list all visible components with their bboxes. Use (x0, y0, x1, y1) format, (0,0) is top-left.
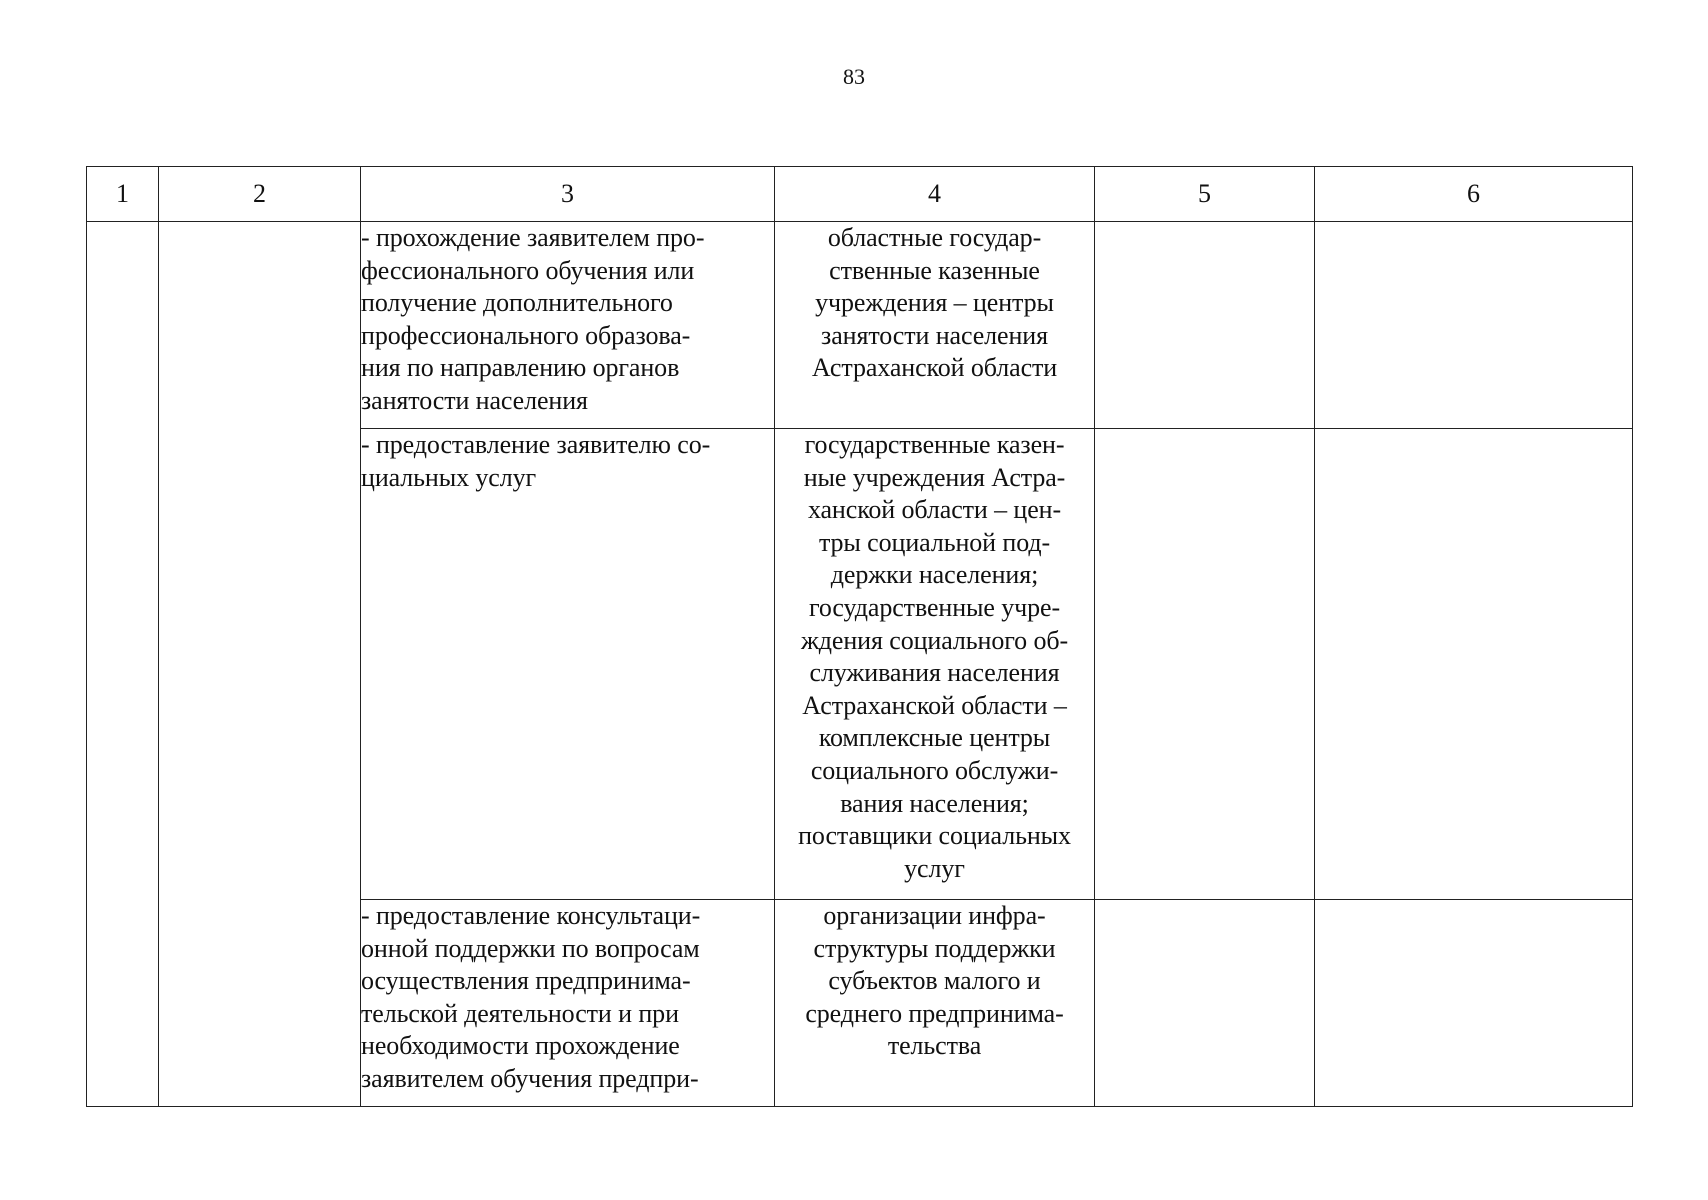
column-6-cell (1315, 222, 1633, 429)
text-line: служивания населения (809, 658, 1060, 688)
text-line: услуг (904, 853, 965, 883)
column-2-cell (159, 222, 361, 1107)
text-line: ханской области – цен- (807, 495, 1062, 525)
text-line: тельства (887, 1031, 982, 1061)
text-line: необходимости прохождение (361, 1031, 680, 1061)
measure-cell (361, 900, 775, 1107)
text-line: держки населения; (830, 560, 1039, 590)
text-line: онной поддержки по вопросам (361, 933, 700, 963)
page-number: 83 (843, 64, 865, 89)
measure-cell (361, 429, 775, 900)
text-line: - предоставление консультаци- (361, 901, 701, 930)
text-line: государственные казен- (804, 430, 1065, 459)
measure-cell (361, 222, 775, 429)
text-line: занятости населения (821, 320, 1048, 350)
text-line: ния по направлению органов (361, 353, 680, 383)
text-line: государственные учре- (808, 592, 1061, 622)
text-line: Астраханской области (811, 353, 1058, 383)
text-line: учреждения – центры (815, 288, 1054, 318)
column-number-1: 1 (87, 167, 159, 222)
column-number-5: 5 (1095, 167, 1315, 222)
column-number-2: 2 (159, 167, 361, 222)
text-line: комплексные центры (818, 723, 1051, 753)
text-line: циальных услуг (361, 462, 537, 492)
text-line: областные государ- (827, 223, 1042, 252)
table-row (87, 222, 1633, 429)
text-line: тельской деятельности и при (361, 998, 679, 1028)
column-5-cell (1095, 429, 1315, 900)
column-number-3: 3 (361, 167, 775, 222)
text-line: осуществления предпринима- (361, 966, 691, 996)
text-line: вания населения; (840, 788, 1029, 818)
text-line: получение дополнительного (361, 288, 673, 318)
text-line: - предоставление заявителю со- (361, 430, 711, 459)
executor-cell (775, 900, 1095, 1107)
table-header-row (87, 167, 1633, 222)
text-line: ждения социального об- (800, 625, 1069, 655)
column-6-cell (1315, 429, 1633, 900)
text-line: Астраханской области – (802, 690, 1067, 720)
column-5-cell (1095, 222, 1315, 429)
text-line: среднего предпринима- (805, 998, 1064, 1028)
text-line: ные учреждения Астра- (803, 462, 1066, 492)
text-line: социального обслужи- (810, 755, 1059, 785)
text-line: поставщики социальных (798, 821, 1071, 851)
column-1-cell (87, 222, 159, 1107)
text-line: - прохождение заявителем про- (361, 223, 705, 252)
text-line: профессионального образова- (361, 320, 691, 350)
text-line: структуры поддержки (813, 933, 1056, 963)
text-line: фессионального обучения или (361, 255, 695, 285)
text-line: ственные казенные (829, 255, 1040, 285)
column-number-6: 6 (1315, 167, 1633, 222)
column-number-4: 4 (775, 167, 1095, 222)
services-table (86, 166, 1633, 1107)
text-line: занятости населения (361, 385, 588, 415)
executor-cell (775, 429, 1095, 900)
executor-cell (775, 222, 1095, 429)
column-6-cell (1315, 900, 1633, 1107)
text-line: заявителем обучения предпри- (361, 1063, 699, 1093)
text-line: субъектов малого и (828, 966, 1041, 996)
text-line: организации инфра- (823, 901, 1046, 930)
column-5-cell (1095, 900, 1315, 1107)
text-line: тры социальной под- (818, 527, 1051, 557)
